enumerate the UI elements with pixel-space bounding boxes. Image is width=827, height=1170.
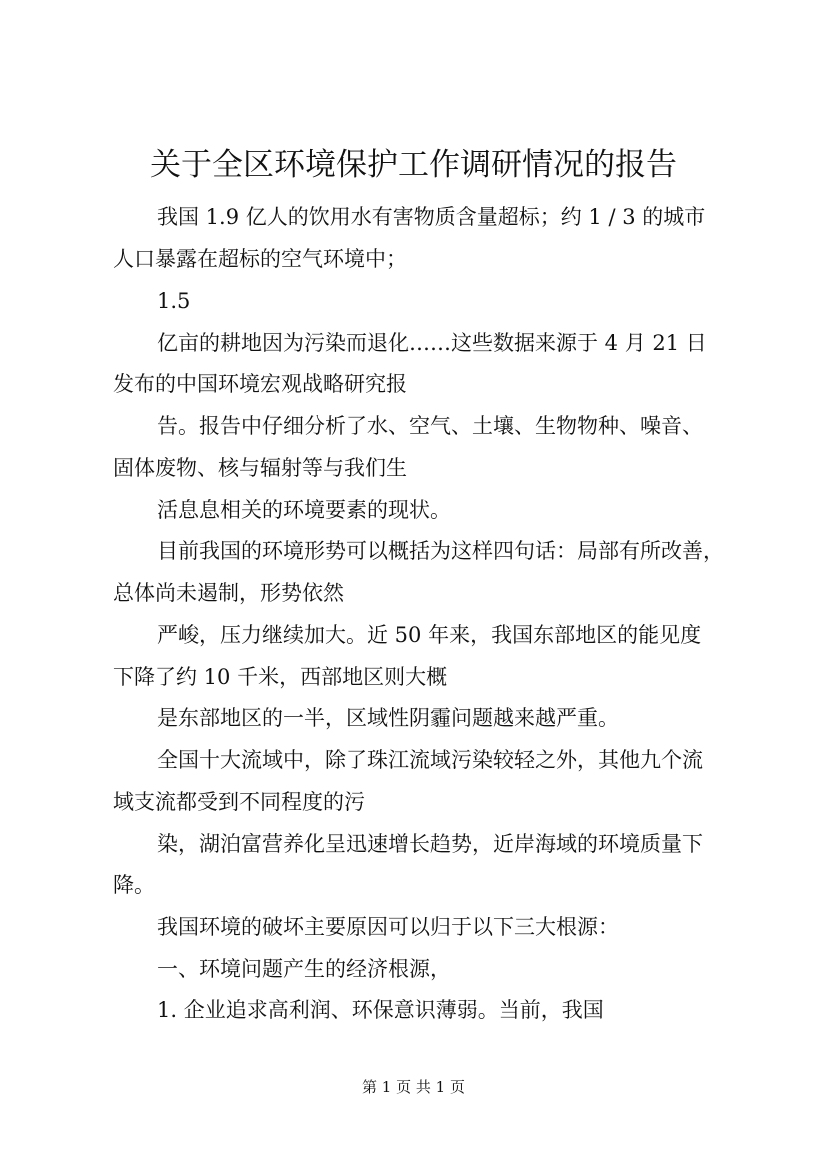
body-line: 活息息相关的环境要素的现状。 <box>157 498 451 522</box>
body-line: 染，湖泊富营养化呈迅速增长趋势，近岸海域的环境质量下 <box>157 832 703 856</box>
body-line: 1.5 <box>157 289 191 313</box>
document-title: 关于全区环境保护工作调研情况的报告 <box>150 147 677 183</box>
body-line: 1. 企业追求高利润、环保意识薄弱。当前，我国 <box>157 998 604 1022</box>
body-line: 域支流都受到不同程度的污 <box>113 790 365 814</box>
body-line: 目前我国的环境形势可以概括为这样四句话：局部有所改善， <box>157 539 724 563</box>
body-line: 人口暴露在超标的空气环境中； <box>113 247 407 271</box>
body-line: 我国 1.9 亿人的饮用水有害物质含量超标；约 1 / 3 的城市 <box>157 205 706 229</box>
body-line: 全国十大流域中，除了珠江流域污染较轻之外，其他九个流 <box>157 748 703 772</box>
body-line: 固体废物、核与辐射等与我们生 <box>113 456 407 480</box>
body-line: 降。 <box>113 873 155 897</box>
page-footer: 第 1 页 共 1 页 <box>362 1078 465 1096</box>
body-line: 我国环境的破坏主要原因可以归于以下三大根源： <box>157 915 619 939</box>
body-line: 总体尚未遏制，形势依然 <box>113 581 344 605</box>
body-line: 告。报告中仔细分析了水、空气、土壤、生物物种、噪音、 <box>157 414 703 438</box>
body-line: 下降了约 10 千米，西部地区则大概 <box>113 665 448 689</box>
body-line: 一、环境问题产生的经济根源， <box>157 957 451 981</box>
body-line: 严峻，压力继续加大。近 50 年来，我国东部地区的能见度 <box>157 623 702 647</box>
body-line: 发布的中国环境宏观战略研究报 <box>113 372 407 396</box>
body-line: 亿亩的耕地因为污染而退化……这些数据来源于 4 月 21 日 <box>157 331 707 355</box>
body-line: 是东部地区的一半，区域性阴霾问题越来越严重。 <box>157 706 619 730</box>
